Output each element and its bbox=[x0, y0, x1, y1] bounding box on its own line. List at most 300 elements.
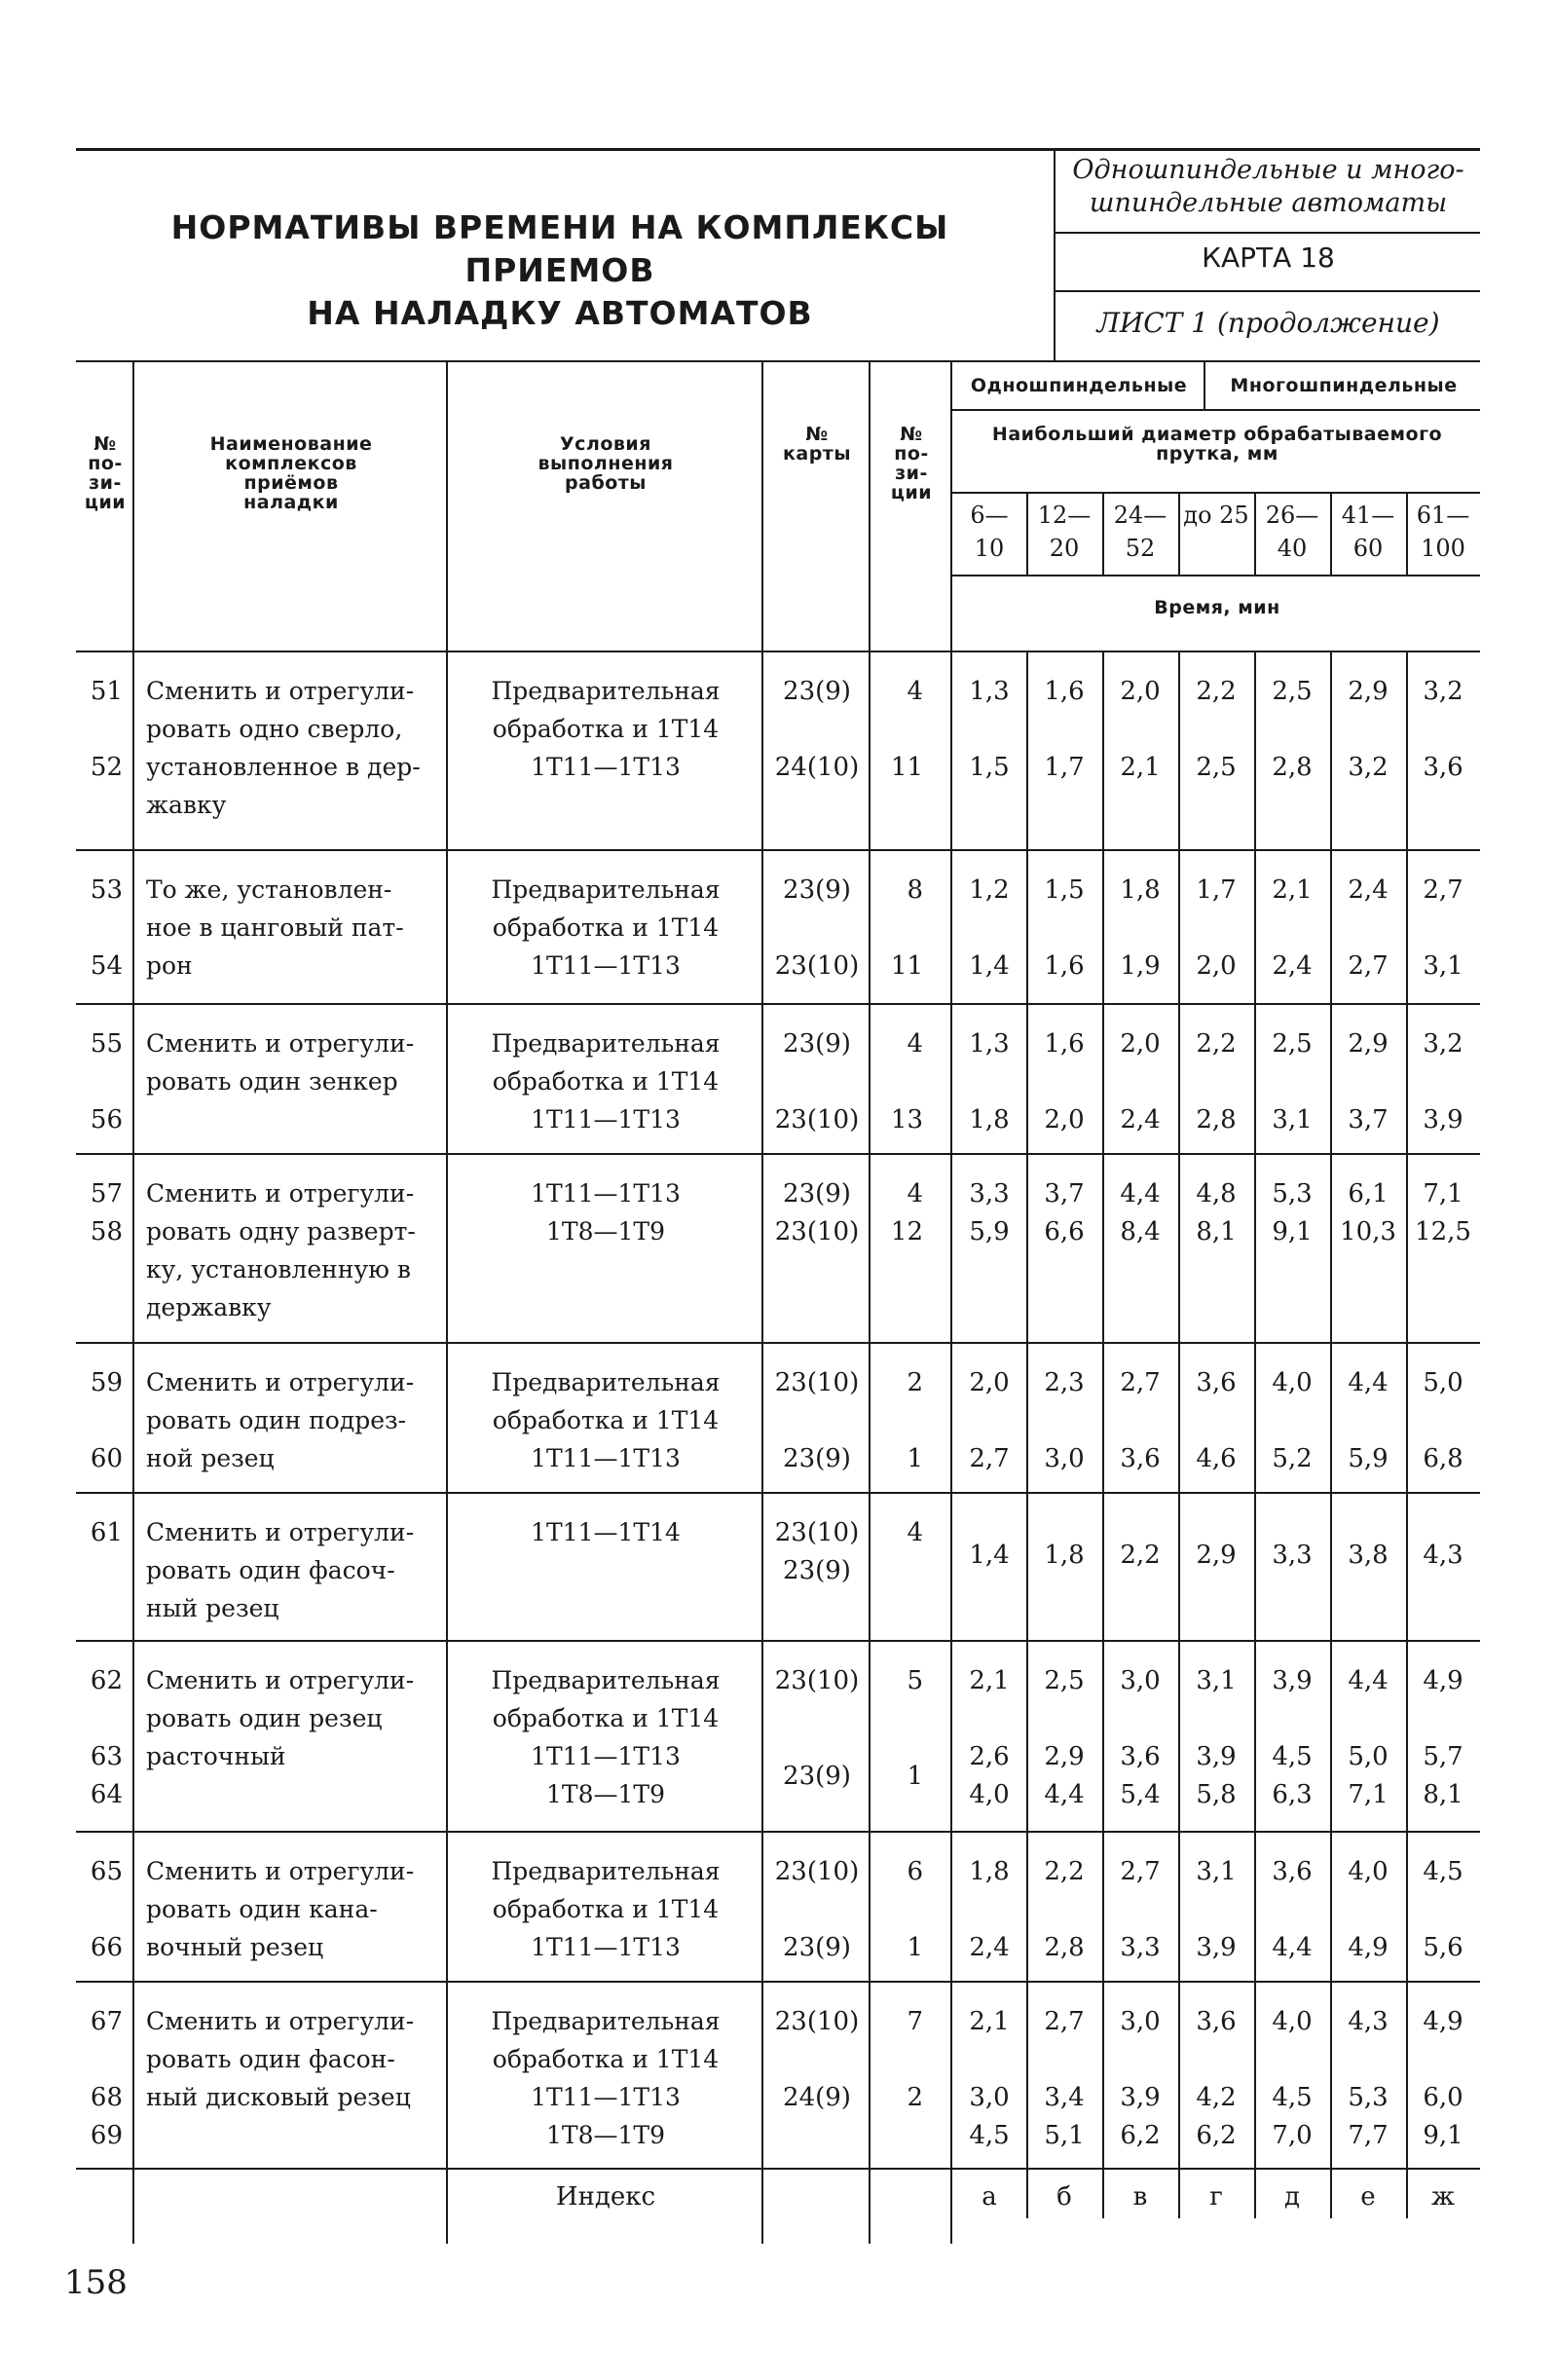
time-value: 6,3 bbox=[1272, 1780, 1313, 1809]
time-value: 2,1 bbox=[1120, 753, 1161, 782]
diameter-header: Наибольший диаметр обрабатываемого прутка, мм bbox=[991, 424, 1443, 465]
time-value: 1,3 bbox=[969, 1029, 1010, 1059]
card-position: 8 bbox=[907, 875, 923, 905]
col-head-card: № карты bbox=[782, 424, 851, 465]
time-value: 4,3 bbox=[1423, 1541, 1463, 1571]
time-value: 3,1 bbox=[1423, 951, 1463, 981]
work-conditions-line: 1Т11—1Т13 bbox=[531, 1444, 681, 1472]
operation-name-line: ровать один зенкер bbox=[146, 1067, 398, 1096]
time-value: 3,9 bbox=[1196, 1742, 1237, 1771]
card-position: 2 bbox=[907, 2083, 923, 2112]
time-value: 2,3 bbox=[1044, 1368, 1085, 1397]
time-value: 1,6 bbox=[1044, 1029, 1085, 1059]
header-rule-1 bbox=[1054, 232, 1480, 234]
time-value: 6,2 bbox=[1196, 2121, 1237, 2150]
work-conditions-line: обработка и 1Т14 bbox=[492, 1704, 720, 1732]
time-value: 4,4 bbox=[1348, 1368, 1389, 1397]
operation-name bbox=[146, 672, 448, 824]
range-column-rule bbox=[1406, 492, 1408, 575]
position-number: 62 bbox=[90, 1666, 123, 1695]
time-value: 9,1 bbox=[1423, 2121, 1463, 2150]
card-position: 11 bbox=[890, 753, 923, 782]
header-bottom-rule bbox=[76, 651, 1480, 652]
operation-name-line: То же, установлен- bbox=[146, 875, 392, 904]
card-label: КАРТА 18 bbox=[1202, 242, 1335, 274]
work-conditions-line: 1Т8—1Т9 bbox=[546, 2121, 665, 2149]
work-conditions bbox=[450, 1661, 761, 1813]
work-conditions bbox=[450, 1852, 761, 1966]
time-value: 5,9 bbox=[1348, 1444, 1389, 1473]
card-number: 23(10) bbox=[774, 1666, 860, 1695]
position-number: 58 bbox=[90, 1217, 123, 1246]
column-rule bbox=[950, 360, 952, 2244]
card-number: 23(9) bbox=[783, 1179, 851, 1209]
time-value: 4,3 bbox=[1348, 2007, 1389, 2036]
position-number: 55 bbox=[90, 1029, 123, 1059]
card-number: 23(9) bbox=[783, 1761, 851, 1791]
value-column-rule bbox=[1026, 651, 1028, 2218]
spindle-divider bbox=[1204, 360, 1205, 409]
time-value: 3,9 bbox=[1423, 1105, 1463, 1134]
time-value: 2,4 bbox=[1120, 1105, 1161, 1134]
card-position: 1 bbox=[907, 1933, 923, 1962]
multi-spindle-header: Многошпиндельные bbox=[1230, 375, 1458, 396]
time-value: 3,8 bbox=[1348, 1541, 1389, 1571]
operation-name-line: ровать один кана- bbox=[146, 1895, 378, 1923]
time-value: 1,8 bbox=[1044, 1541, 1085, 1571]
operation-name-line: жавку bbox=[146, 791, 227, 819]
work-conditions-line: 1Т11—1Т13 bbox=[531, 1105, 681, 1134]
operation-name bbox=[146, 1852, 448, 1966]
time-value: 3,2 bbox=[1423, 677, 1463, 706]
time-value: 2,0 bbox=[1044, 1105, 1085, 1134]
time-value: 7,7 bbox=[1348, 2121, 1389, 2150]
position-number: 65 bbox=[90, 1857, 123, 1886]
card-position: 13 bbox=[890, 1105, 923, 1134]
card-position: 11 bbox=[890, 951, 923, 981]
time-value: 1,5 bbox=[969, 753, 1010, 782]
time-value: 2,5 bbox=[1044, 1666, 1085, 1695]
card-number: 23(10) bbox=[774, 1105, 860, 1134]
operation-name-line: ной резец bbox=[146, 1444, 275, 1472]
work-conditions-line: 1Т11—1Т13 bbox=[531, 1933, 681, 1961]
col-head-pos: № по- зи- ции bbox=[84, 433, 127, 513]
position-number: 64 bbox=[90, 1780, 123, 1809]
time-value: 7,1 bbox=[1348, 1780, 1389, 1809]
card-number: 24(9) bbox=[783, 2083, 851, 2112]
time-value: 5,1 bbox=[1044, 2121, 1085, 2150]
time-value: 2,7 bbox=[969, 1444, 1010, 1473]
index-letter: д bbox=[1283, 2182, 1300, 2212]
work-conditions-line: обработка и 1Т14 bbox=[492, 2045, 720, 2073]
time-value: 6,2 bbox=[1120, 2121, 1161, 2150]
position-number: 53 bbox=[90, 875, 123, 905]
time-value: 2,7 bbox=[1348, 951, 1389, 981]
time-value: 4,8 bbox=[1196, 1179, 1237, 1209]
operation-name-line: Сменить и отрегули- bbox=[146, 1179, 415, 1208]
card-number: 23(10) bbox=[774, 2007, 860, 2036]
time-value: 2,7 bbox=[1120, 1368, 1161, 1397]
value-column-rule bbox=[1406, 651, 1408, 2218]
range-header bbox=[1102, 499, 1178, 565]
card-number: 23(9) bbox=[783, 1556, 851, 1585]
time-value: 8,4 bbox=[1120, 1217, 1161, 1246]
operation-name bbox=[146, 1513, 448, 1627]
position-number: 63 bbox=[90, 1742, 123, 1771]
range-header bbox=[1330, 499, 1406, 565]
time-value: 10,3 bbox=[1340, 1217, 1396, 1246]
time-value: 4,5 bbox=[1423, 1857, 1463, 1886]
range-header-line: 40 bbox=[1277, 535, 1308, 562]
time-value: 1,4 bbox=[969, 951, 1010, 981]
range-header-line: 52 bbox=[1125, 535, 1156, 562]
time-value: 4,0 bbox=[969, 1780, 1010, 1809]
work-conditions-line: Предварительная bbox=[491, 1029, 721, 1058]
operation-name-line: ровать одну разверт- bbox=[146, 1217, 416, 1246]
time-value: 4,9 bbox=[1348, 1933, 1389, 1962]
time-value: 2,2 bbox=[1196, 677, 1237, 706]
time-value: 2,4 bbox=[1272, 951, 1313, 981]
work-conditions-line: 1Т11—1Т13 bbox=[531, 2083, 681, 2111]
row-separator bbox=[76, 849, 1480, 851]
col-head-name: Наименование комплексов приёмов наладки bbox=[209, 433, 373, 513]
time-value: 2,2 bbox=[1120, 1541, 1161, 1571]
operation-name-line: ровать один фасоч- bbox=[146, 1556, 395, 1584]
card-number: 23(10) bbox=[774, 1368, 860, 1397]
work-conditions-line: обработка и 1Т14 bbox=[492, 1067, 720, 1096]
work-conditions-line: Предварительная bbox=[491, 1857, 721, 1885]
time-value: 5,3 bbox=[1348, 2083, 1389, 2112]
time-value: 5,0 bbox=[1423, 1368, 1463, 1397]
index-letter: а bbox=[982, 2182, 997, 2212]
time-value: 2,0 bbox=[1120, 677, 1161, 706]
card-number: 23(10) bbox=[774, 1518, 860, 1547]
operation-name-line: ку, установленную в bbox=[146, 1255, 411, 1283]
time-value: 3,7 bbox=[1348, 1105, 1389, 1134]
time-value: 7,1 bbox=[1423, 1179, 1463, 1209]
operation-name-line: рон bbox=[146, 951, 193, 980]
range-rule bbox=[952, 575, 1480, 576]
range-header-line: 41— bbox=[1341, 502, 1395, 529]
time-value: 3,2 bbox=[1348, 753, 1389, 782]
card-position: 4 bbox=[907, 1179, 923, 1209]
time-value: 2,9 bbox=[1196, 1541, 1237, 1571]
range-column-rule bbox=[1330, 492, 1332, 575]
footer-top-rule bbox=[76, 2168, 1480, 2170]
index-letter: е bbox=[1360, 2182, 1376, 2212]
time-value: 2,0 bbox=[1196, 951, 1237, 981]
time-value: 2,0 bbox=[1120, 1029, 1161, 1059]
time-header: Время, мин bbox=[1154, 597, 1280, 618]
time-value: 2,1 bbox=[969, 1666, 1010, 1695]
work-conditions-line: 1Т11—1Т13 bbox=[531, 1179, 681, 1208]
work-conditions-line: 1Т11—1Т13 bbox=[531, 753, 681, 781]
time-value: 4,2 bbox=[1196, 2083, 1237, 2112]
row-separator bbox=[76, 1342, 1480, 1344]
work-conditions bbox=[450, 871, 761, 985]
time-value: 2,4 bbox=[969, 1933, 1010, 1962]
sheet-label: ЛИСТ 1 (продолжение) bbox=[1096, 307, 1440, 339]
work-conditions-line: Предварительная bbox=[491, 875, 721, 904]
range-header-line: 20 bbox=[1049, 535, 1080, 562]
work-conditions-line: Предварительная bbox=[491, 1368, 721, 1396]
range-column-rule bbox=[1026, 492, 1028, 575]
row-separator bbox=[76, 1981, 1480, 1983]
time-value: 1,7 bbox=[1196, 875, 1237, 905]
row-separator bbox=[76, 1831, 1480, 1833]
card-position: 1 bbox=[907, 1444, 923, 1473]
operation-name-line: ное в цанговый пат- bbox=[146, 913, 404, 942]
work-conditions-line: Предварительная bbox=[491, 2007, 721, 2035]
range-header bbox=[1254, 499, 1330, 565]
time-value: 4,4 bbox=[1348, 1666, 1389, 1695]
position-number: 54 bbox=[90, 951, 123, 981]
time-value: 2,7 bbox=[1423, 875, 1463, 905]
time-value: 5,0 bbox=[1348, 1742, 1389, 1771]
time-value: 3,0 bbox=[1120, 2007, 1161, 2036]
column-rule bbox=[132, 360, 134, 2244]
card-number: 23(10) bbox=[774, 1217, 860, 1246]
col-head-pos2: № по- зи- ции bbox=[890, 424, 933, 503]
work-conditions-line: 1Т11—1Т13 bbox=[531, 951, 681, 980]
time-value: 4,4 bbox=[1044, 1780, 1085, 1809]
time-value: 3,1 bbox=[1196, 1666, 1237, 1695]
position-number: 67 bbox=[90, 2007, 123, 2036]
operation-name-line: Сменить и отрегули- bbox=[146, 2007, 415, 2035]
time-value: 3,9 bbox=[1120, 2083, 1161, 2112]
time-value: 2,5 bbox=[1196, 753, 1237, 782]
time-value: 1,8 bbox=[1120, 875, 1161, 905]
position-number: 68 bbox=[90, 2083, 123, 2112]
table-top-rule bbox=[76, 360, 1480, 362]
work-conditions bbox=[450, 1174, 761, 1250]
time-value: 4,5 bbox=[1272, 1742, 1313, 1771]
index-label: Индекс bbox=[555, 2182, 656, 2212]
operation-name bbox=[146, 1661, 448, 1775]
value-column-rule bbox=[1178, 651, 1180, 2218]
position-number: 61 bbox=[90, 1518, 123, 1547]
card-number: 23(10) bbox=[774, 951, 860, 981]
top-rule bbox=[76, 148, 1480, 151]
work-conditions bbox=[450, 1024, 761, 1138]
time-value: 2,6 bbox=[969, 1742, 1010, 1771]
time-value: 3,6 bbox=[1196, 1368, 1237, 1397]
header-rule-2 bbox=[1054, 290, 1480, 292]
time-value: 1,3 bbox=[969, 677, 1010, 706]
time-value: 2,5 bbox=[1272, 1029, 1313, 1059]
time-value: 5,3 bbox=[1272, 1179, 1313, 1209]
position-number: 60 bbox=[90, 1444, 123, 1473]
work-conditions-line: обработка и 1Т14 bbox=[492, 715, 720, 743]
card-number: 23(9) bbox=[783, 875, 851, 905]
time-value: 1,6 bbox=[1044, 677, 1085, 706]
operation-name-line: ровать одно сверло, bbox=[146, 715, 403, 743]
diameter-rule bbox=[952, 492, 1480, 494]
card-number: 23(9) bbox=[783, 1933, 851, 1962]
card-number: 23(9) bbox=[783, 1029, 851, 1059]
operation-name-line: ровать один фасон- bbox=[146, 2045, 395, 2073]
time-value: 6,0 bbox=[1423, 2083, 1463, 2112]
time-value: 2,7 bbox=[1044, 2007, 1085, 2036]
time-value: 3,4 bbox=[1044, 2083, 1085, 2112]
work-conditions-line: Предварительная bbox=[491, 1666, 721, 1694]
range-header-line: 10 bbox=[974, 535, 1005, 562]
value-column-rule bbox=[1254, 651, 1256, 2218]
card-position: 7 bbox=[907, 2007, 923, 2036]
operation-name-line: ровать один подрез- bbox=[146, 1406, 407, 1434]
operation-name bbox=[146, 871, 448, 985]
time-value: 1,7 bbox=[1044, 753, 1085, 782]
card-position: 12 bbox=[890, 1217, 923, 1246]
operation-name-line: Сменить и отрегули- bbox=[146, 1857, 415, 1885]
time-value: 2,2 bbox=[1196, 1029, 1237, 1059]
operation-name-line: вочный резец bbox=[146, 1933, 324, 1961]
time-value: 4,6 bbox=[1196, 1444, 1237, 1473]
time-value: 3,6 bbox=[1196, 2007, 1237, 2036]
time-value: 1,4 bbox=[969, 1541, 1010, 1571]
time-value: 3,7 bbox=[1044, 1179, 1085, 1209]
range-header-line: 100 bbox=[1421, 535, 1465, 562]
time-value: 5,8 bbox=[1196, 1780, 1237, 1809]
column-rule bbox=[761, 360, 763, 2244]
card-position: 1 bbox=[907, 1761, 923, 1791]
card-position: 6 bbox=[907, 1857, 923, 1886]
value-column-rule bbox=[1102, 651, 1104, 2218]
time-value: 4,0 bbox=[1272, 2007, 1313, 2036]
time-value: 2,1 bbox=[969, 2007, 1010, 2036]
col-head-conditions: Условия выполнения работы bbox=[537, 433, 674, 494]
time-value: 2,0 bbox=[969, 1368, 1010, 1397]
range-column-rule bbox=[1254, 492, 1256, 575]
position-number: 57 bbox=[90, 1179, 123, 1209]
work-conditions-line: обработка и 1Т14 bbox=[492, 1895, 720, 1923]
time-value: 2,9 bbox=[1044, 1742, 1085, 1771]
time-value: 1,6 bbox=[1044, 951, 1085, 981]
time-value: 3,0 bbox=[1120, 1666, 1161, 1695]
range-column-rule bbox=[1178, 492, 1180, 575]
time-value: 1,9 bbox=[1120, 951, 1161, 981]
row-separator bbox=[76, 1153, 1480, 1155]
time-value: 1,5 bbox=[1044, 875, 1085, 905]
row-separator bbox=[76, 1640, 1480, 1642]
machine-type: Одношпиндельные и много- шпиндельные автоматы bbox=[1072, 155, 1464, 218]
row-separator bbox=[76, 1003, 1480, 1005]
operation-name-line: ровать один резец bbox=[146, 1704, 383, 1732]
page-title: НОРМАТИВЫ ВРЕМЕНИ НА КОМПЛЕКСЫ ПРИЕМОВ НА НАЛАДКУ АВТОМАТОВ bbox=[170, 208, 949, 332]
range-header bbox=[1406, 499, 1480, 565]
time-value: 5,9 bbox=[969, 1217, 1010, 1246]
time-value: 6,6 bbox=[1044, 1217, 1085, 1246]
range-header-line: 24— bbox=[1113, 502, 1167, 529]
operation-name-line: Сменить и отрегули- bbox=[146, 1368, 415, 1396]
column-rule bbox=[869, 360, 871, 2244]
card-number: 23(9) bbox=[783, 677, 851, 706]
operation-name bbox=[146, 2002, 448, 2116]
position-number: 56 bbox=[90, 1105, 123, 1134]
range-column-rule bbox=[1102, 492, 1104, 575]
range-header-line: до 25 bbox=[1183, 502, 1249, 529]
operation-name-line: ный резец bbox=[146, 1594, 279, 1622]
card-position: 4 bbox=[907, 677, 923, 706]
work-conditions-line: 1Т8—1Т9 bbox=[546, 1780, 665, 1808]
time-value: 1,8 bbox=[969, 1105, 1010, 1134]
time-value: 2,8 bbox=[1196, 1105, 1237, 1134]
time-value: 4,0 bbox=[1348, 1857, 1389, 1886]
time-value: 2,4 bbox=[1348, 875, 1389, 905]
card-number: 24(10) bbox=[774, 753, 860, 782]
card-position: 2 bbox=[907, 1368, 923, 1397]
work-conditions bbox=[450, 1363, 761, 1477]
time-value: 3,6 bbox=[1120, 1444, 1161, 1473]
time-value: 8,1 bbox=[1196, 1217, 1237, 1246]
time-value: 2,2 bbox=[1044, 1857, 1085, 1886]
position-number: 52 bbox=[90, 753, 123, 782]
position-number: 51 bbox=[90, 677, 123, 706]
operation-name-line: расточный bbox=[146, 1742, 286, 1770]
operation-name-line: Сменить и отрегули- bbox=[146, 1666, 415, 1694]
work-conditions-line: 1Т11—1Т13 bbox=[531, 1742, 681, 1770]
time-value: 4,9 bbox=[1423, 1666, 1463, 1695]
operation-name-line: Сменить и отрегули- bbox=[146, 1029, 415, 1058]
time-value: 9,1 bbox=[1272, 1217, 1313, 1246]
value-column-rule bbox=[1330, 651, 1332, 2218]
time-value: 3,9 bbox=[1272, 1666, 1313, 1695]
time-value: 2,8 bbox=[1272, 753, 1313, 782]
column-rule bbox=[446, 360, 448, 2244]
range-header bbox=[952, 499, 1026, 565]
range-header-line: 12— bbox=[1037, 502, 1092, 529]
range-header-line: 61— bbox=[1416, 502, 1470, 529]
time-value: 5,6 bbox=[1423, 1933, 1463, 1962]
time-value: 2,9 bbox=[1348, 1029, 1389, 1059]
work-conditions bbox=[450, 672, 761, 786]
index-letter: в bbox=[1132, 2182, 1148, 2212]
time-value: 3,1 bbox=[1272, 1105, 1313, 1134]
time-value: 5,4 bbox=[1120, 1780, 1161, 1809]
time-value: 3,9 bbox=[1196, 1933, 1237, 1962]
work-conditions bbox=[450, 1513, 761, 1551]
operation-name bbox=[146, 1024, 448, 1100]
work-conditions-line: обработка и 1Т14 bbox=[492, 1406, 720, 1434]
time-value: 3,1 bbox=[1196, 1857, 1237, 1886]
work-conditions-line: Предварительная bbox=[491, 677, 721, 705]
range-header-line: 6— bbox=[970, 502, 1009, 529]
time-value: 4,5 bbox=[1272, 2083, 1313, 2112]
work-conditions bbox=[450, 2002, 761, 2154]
card-position: 4 bbox=[907, 1518, 923, 1547]
time-value: 5,7 bbox=[1423, 1742, 1463, 1771]
range-header-line: 26— bbox=[1265, 502, 1319, 529]
time-value: 2,8 bbox=[1044, 1933, 1085, 1962]
operation-name-line: державку bbox=[146, 1293, 272, 1321]
time-value: 1,8 bbox=[969, 1857, 1010, 1886]
operation-name bbox=[146, 1174, 448, 1326]
card-number: 23(10) bbox=[774, 1857, 860, 1886]
position-number: 66 bbox=[90, 1933, 123, 1962]
time-value: 12,5 bbox=[1415, 1217, 1471, 1246]
card-position: 5 bbox=[907, 1666, 923, 1695]
card-position: 4 bbox=[907, 1029, 923, 1059]
card-number: 23(9) bbox=[783, 1444, 851, 1473]
time-value: 2,5 bbox=[1272, 677, 1313, 706]
operation-name-line: Сменить и отрегули- bbox=[146, 677, 415, 705]
time-value: 3,6 bbox=[1423, 753, 1463, 782]
header-divider bbox=[1054, 148, 1056, 360]
time-value: 2,1 bbox=[1272, 875, 1313, 905]
position-number: 69 bbox=[90, 2121, 123, 2150]
time-value: 8,1 bbox=[1423, 1780, 1463, 1809]
range-header bbox=[1178, 499, 1254, 532]
